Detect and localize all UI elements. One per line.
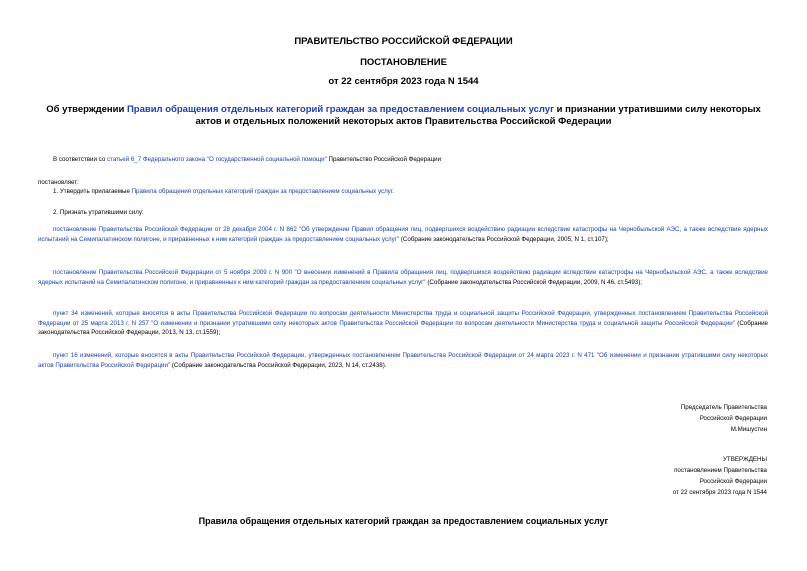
doc-type-heading: ПОСТАНОВЛЕНИЕ — [360, 57, 447, 68]
date-number: от 22 сентября 2023 года N 1544 — [328, 76, 479, 87]
title-rules-link[interactable]: Правил обращения отдельных категорий граждан за предоставлением социальных услуг — [126, 104, 555, 115]
approved-label: УТВЕРЖДЕНЫ — [723, 456, 767, 463]
repealed-act-3 — [38, 309, 768, 338]
repealed-act-2-link[interactable]: постановление Правительства Российской Федерации от 5 ноября 2009 г. N 900 "О внесении изменений в Правила обращения лиц, подвергшихся воздействию радиации вследствие катастрофы на Чернобыльской АЭС, а также вследствие ядерных испытаний на Семипалатинском полигоне, и приравненных к ним категорий граждан за предоставлением социальных услуг" — [38, 269, 768, 286]
document-title — [40, 104, 767, 128]
approved-body: Российской Федерации — [699, 478, 767, 485]
intro-paragraph — [38, 155, 768, 165]
repealed-act-1 — [38, 225, 768, 244]
resolves-text: постановляет: — [38, 179, 79, 186]
law-article-link[interactable]: статьей 6_7 Федерального закона "О государственной социальной помощи" — [106, 156, 327, 163]
repealed-act-4-link[interactable]: пункт 16 изменений, которые вносятся в акты Правительства Российской Федерации, утвержденных постановлением Правительства Российской Федерации от 24 марта 2023 г. N 471 "Об изменении и признании утратившими силу некоторых актов Правительства Российской Федерации" — [38, 352, 768, 369]
repealed-act-2-source: (Собрание законодательства Российской Федерации, 2009, N 46, ст.5493); — [425, 278, 642, 286]
repealed-act-2 — [38, 268, 768, 287]
rules-title: Правила обращения отдельных категорий граждан за предоставлением социальных услуг — [198, 516, 609, 526]
signature-block — [681, 402, 767, 435]
item1-rules-link[interactable]: Правила обращения отдельных категорий граждан за предоставлением социальных услуг — [131, 188, 393, 195]
repealed-act-4-source: (Собрание законодательства Российской Федерации, 2023, N 14, ст.2438). — [170, 361, 387, 369]
approved-by: постановлением Правительства — [674, 467, 767, 474]
intro-prefix: В соответствии со — [53, 156, 107, 163]
intro-suffix: Правительство Российской Федерации — [326, 156, 442, 163]
signature-name: М.Мишустин — [730, 426, 767, 433]
repealed-act-1-source: (Собрание законодательства Российской Федерации, 2005, N 1, ст.107); — [399, 235, 609, 243]
item1-suffix: . — [392, 188, 395, 195]
repealed-act-3-link[interactable]: пункт 34 изменений, которые вносятся в акты Правительства Российской Федерации по вопросам деятельности Министерства труда и социальной защиты Российской Федерации, утвержденных постановлением Правительства Российской Федерации от 25 марта 2013 г. N 257 "О изменении и признании утратившими силу некоторых актов Правительства Российской Федерации по вопросам деятельности Министерства труда и социальной защиты Российской Федерации" — [38, 310, 768, 327]
item-2: 2. Признать утратившими силу: — [53, 209, 144, 216]
repealed-act-4 — [38, 351, 768, 370]
item-1 — [38, 187, 768, 197]
title-prefix: Об утверждении — [46, 104, 127, 115]
approved-block — [673, 454, 767, 498]
item1-prefix: 1. Утвердить прилагаемые — [53, 188, 132, 195]
repealed-act-3-source: (Собрание законодательства Российской Федерации, 2013, N 13, ст.1559); — [38, 319, 768, 336]
approved-date: от 22 сентября 2023 года N 1544 — [672, 489, 767, 496]
repealed-act-1-link[interactable]: постановление Правительства Российской Федерации от 28 декабря 2004 г. N 862 "Об утверждении Правил обращения лиц, подвергшихся воздействию радиации вследствие катастрофы на Чернобыльской АЭС, а также вследствие ядерных испытаний на Семипалатинском полигоне, и приравненных к ним категорий граждан за предоставлением социальных услуг" — [38, 226, 768, 243]
signature-position: Председатель Правительства — [680, 404, 767, 411]
issuer-heading: ПРАВИТЕЛЬСТВО РОССИЙСКОЙ ФЕДЕРАЦИИ — [294, 36, 513, 47]
title-suffix: и признании утратившими силу некоторых актов и отдельных положений некоторых актов Правительства Российской Федерации — [195, 104, 761, 127]
signature-body: Российской Федерации — [699, 415, 767, 422]
